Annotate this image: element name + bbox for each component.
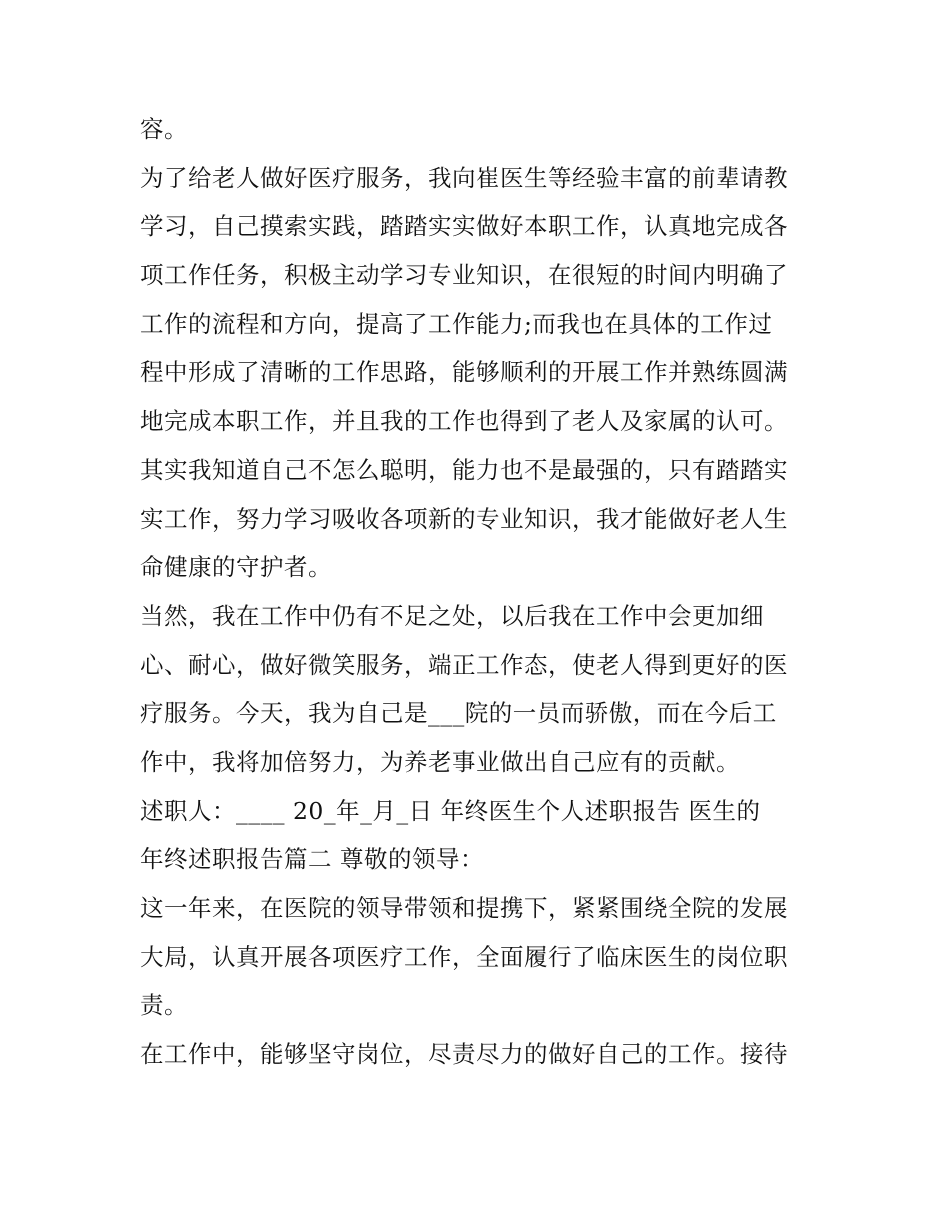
text-line: 工作的流程和方向，提高了工作能力;而我也在具体的工作过 — [140, 309, 773, 338]
text-line: 其实我知道自己不怎么聪明，能力也不是最强的，只有踏踏实 — [140, 455, 788, 484]
text-line: 当然，我在工作中仍有不足之处，以后我在工作中会更加细 — [140, 601, 764, 630]
text-line: 容。 — [140, 115, 188, 143]
text-line: 在工作中，能够坚守岗位，尽责尽力的做好自己的工作。接待 — [140, 1040, 788, 1069]
text-line: 项工作任务，积极主动学习专业知识，在很短的时间内明确了 — [140, 261, 788, 290]
text-line: 大局，认真开展各项医疗工作，全面履行了临床医生的岗位职 — [140, 942, 788, 971]
text-line: 学习，自己摸索实践，踏踏实实做好本职工作，认真地完成各 — [140, 212, 788, 241]
text-line: 实工作，努力学习吸收各项新的专业知识，我才能做好老人生 — [140, 504, 788, 533]
text-line: 地完成本职工作，并且我的工作也得到了老人及家属的认可。 — [140, 407, 788, 436]
text-line: 为了给老人做好医疗服务，我向崔医生等经验丰富的前辈请教 — [140, 163, 788, 192]
text-line: 作中，我将加倍努力，为养老事业做出自己应有的贡献。 — [140, 747, 740, 776]
text-line: 疗服务。今天，我为自己是___院的一员而骄傲，而在今后工 — [140, 699, 777, 728]
text-line: 心、耐心，做好微笑服务，端正工作态，使老人得到更好的医 — [140, 650, 788, 679]
document-body — [140, 105, 820, 1079]
text-line: 责。 — [140, 991, 188, 1020]
text-line: 年终述职报告篇二 尊敬的领导： — [140, 845, 484, 874]
text-line: 命健康的守护者。 — [140, 553, 332, 582]
text-line: 程中形成了清晰的工作思路，能够顺利的开展工作并熟练圆满 — [140, 358, 788, 387]
text-line: 述职人：____ 20_年_月_日 年终医生个人述职报告 医生的 — [140, 796, 761, 825]
text-line: 这一年来，在医院的领导带领和提携下，紧紧围绕全院的发展 — [140, 894, 788, 922]
